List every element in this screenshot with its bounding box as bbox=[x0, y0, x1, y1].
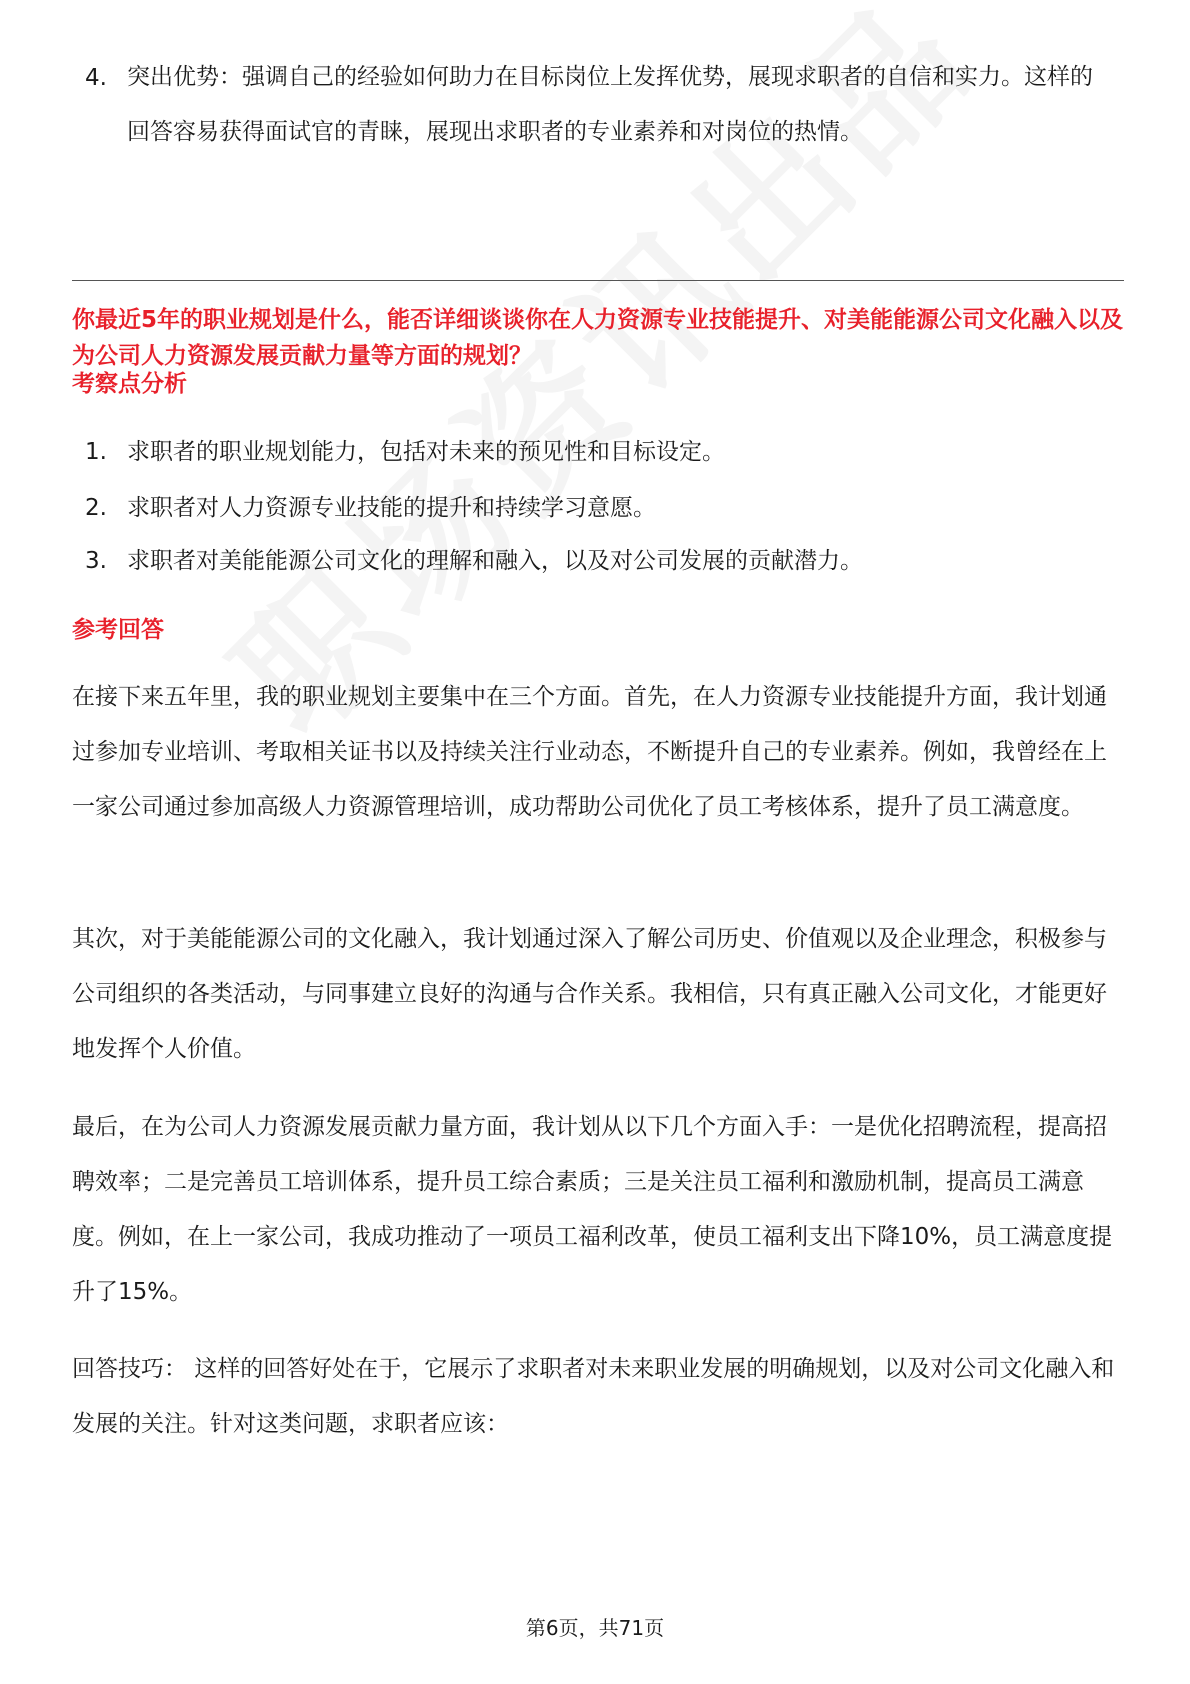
list-item-text: 求职者的职业规划能力，包括对未来的预见性和目标设定。 bbox=[127, 439, 725, 465]
list-item-number: 2. bbox=[85, 495, 107, 521]
list-item-number: 1. bbox=[85, 439, 107, 465]
answer-paragraph-2: 其次，对于美能能源公司的文化融入，我计划通过深入了解公司历史、价值观以及企业理念，积极参与公司组织的各类活动，与同事建立良好的沟通与合作关系。我相信，只有真正融入公司文化，才能更好地发挥个人价值。 bbox=[72, 926, 1107, 1062]
section-divider bbox=[72, 280, 1124, 281]
analysis-item-1 bbox=[85, 434, 1115, 470]
analysis-item-2 bbox=[85, 490, 1115, 526]
list-item-text: 求职者对人力资源专业技能的提升和持续学习意愿。 bbox=[127, 495, 656, 521]
answer-tips: 回答技巧： 这样的回答好处在于，它展示了求职者对未来职业发展的明确规划，以及对公司文化融入和发展的关注。针对这类问题，求职者应该： bbox=[72, 1356, 1115, 1437]
list-item-number: 3. bbox=[85, 548, 107, 574]
list-item-text: 求职者对美能能源公司文化的理解和融入，以及对公司发展的贡献潜力。 bbox=[127, 548, 863, 574]
analysis-title: 考察点分析 bbox=[72, 371, 187, 397]
interview-question: 你最近5年的职业规划是什么，能否详细谈谈你在人力资源专业技能提升、对美能能源公司文化融入以及为公司人力资源发展贡献力量等方面的规划？ bbox=[72, 307, 1124, 369]
list-item-number: 4. bbox=[85, 65, 107, 91]
answer-title: 参考回答 bbox=[72, 617, 164, 643]
answer-paragraph-3: 最后，在为公司人力资源发展贡献力量方面，我计划从以下几个方面入手：一是优化招聘流程，提高招聘效率；二是完善员工培训体系，提升员工综合素质；三是关注员工福利和激励机制，提高员工满意度。例如，在上一家公司，我成功推动了一项员工福利改革，使员工福利支出下降10%，员工满意度提升了15%。 bbox=[72, 1114, 1113, 1305]
analysis-item-3 bbox=[85, 543, 1115, 579]
answer-paragraph-1: 在接下来五年里，我的职业规划主要集中在三个方面。首先，在人力资源专业技能提升方面，我计划通过参加专业培训、考取相关证书以及持续关注行业动态，不断提升自己的专业素养。例如，我曾经在上一家公司通过参加高级人力资源管理培训，成功帮助公司优化了员工考核体系，提升了员工满意度。 bbox=[72, 684, 1107, 820]
list-item-4 bbox=[85, 50, 1115, 160]
page-footer: 第6页，共71页 bbox=[525, 1616, 665, 1640]
list-item-text: 突出优势：强调自己的经验如何助力在目标岗位上发挥优势，展现求职者的自信和实力。这样的回答容易获得面试官的青睐，展现出求职者的专业素养和对岗位的热情。 bbox=[127, 64, 1093, 145]
